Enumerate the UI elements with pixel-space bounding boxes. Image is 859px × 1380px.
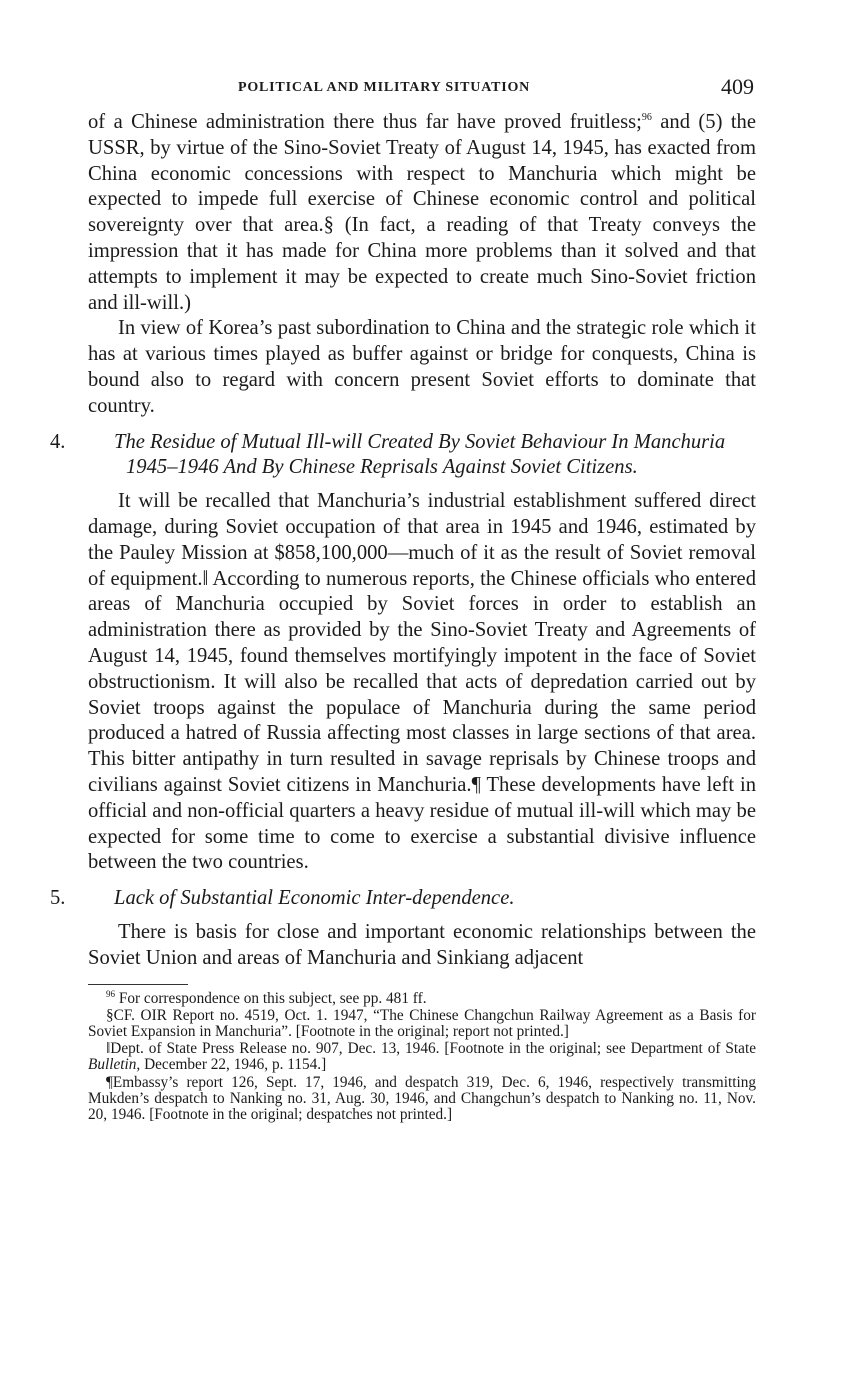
- footnote-text: ‖Dept. of State Press Release no. 907, Dec. 13, 1946. [Footnote in the original; see Department of State: [106, 1040, 756, 1058]
- footnote-section: §CF. OIR Report no. 4519, Oct. 1. 1947, “The Chinese Changchun Railway Agreement as a Basis for Soviet Expansion in Manchuria”. [Footnote in the original; report not printed.]: [88, 1006, 756, 1040]
- footnote-text: For correspondence on this subject, see pp. 481 ff.: [118, 989, 427, 1007]
- body-text: [50, 110, 756, 972]
- section-heading-5: [50, 886, 756, 912]
- footnote-italic: Bulletin,: [88, 1056, 141, 1074]
- page-header: [88, 70, 756, 110]
- section-title: Lack of Substantial Economic Inter-dependence.: [114, 887, 515, 910]
- paragraph-section-4: It will be recalled that Manchuria’s industrial establishment suffered direct damage, during Soviet occupation of that area in 1945 and 1946, estimated by the Pauley Mission at $858,100,000—much of it as the result of Soviet removal of equipment.‖ According to numerous reports, the Chinese officials who entered areas of Manchuria occupied by Soviet forces in order to establish an administration there as provided by the Sino-Soviet Treaty and Agreements of August 14, 1945, found themselves mortifyingly impotent in the face of Soviet obstructionism. It will also be recalled that acts of depredation carried out by Soviet troops against the populace of Manchuria during the same period produced a hatred of Russia affecting most classes in large sections of that area. This bitter antipathy in turn resulted in savage reprisals by Chinese troops and civilians against Soviet citizens in Manchuria.¶ These developments have left in official and non-official quarters a heavy residue of mutual ill-will which may be expected for some time to come to exercise a substantial divisive influence between the two countries.: [88, 490, 756, 874]
- paragraph-korea: In view of Korea’s past subordination to China and the strategic role which it has at various times played as buffer against or bridge for conquests, China is bound also to regard with concern present Soviet efforts to dominate that country.: [88, 317, 756, 417]
- footnote-divider: [88, 984, 188, 985]
- paragraph-section-5: There is basis for close and important economic relationships between the Soviet Union and areas of Manchuria and Sinkiang adjacent: [88, 920, 756, 969]
- section-heading-4: [50, 430, 756, 482]
- footnote-ref: 96: [641, 112, 652, 124]
- paragraph-text: of a Chinese administration there thus far have proved fruitless;: [88, 111, 642, 133]
- section-title: The Residue of Mutual Ill-will Created By Soviet Behaviour In Manchuria 1945–1946 And By Chinese Reprisals Against Soviet Citizens.: [114, 430, 726, 479]
- running-head: POLITICAL AND MILITARY SITUATION: [238, 80, 531, 95]
- footnote-96: [88, 988, 756, 1007]
- footnote-text: December 22, 1946, p. 1154.]: [140, 1056, 327, 1074]
- paragraph-continued: [88, 110, 756, 316]
- footnote-mark: 96: [106, 988, 115, 999]
- paragraph-text: and (5) the USSR, by virtue of the Sino-Soviet Treaty of August 14, 1945, has exacted from China economic concessions with respect to Manchuria which might be expected to impede full exercise of Chinese economic control and political sovereignty over that area.§ (In fact, a reading of that Treaty conveys the impression that it has made for China more problems than it solved and that attempts to implement it may be expected to create much Sino-Soviet friction and ill-will.): [88, 111, 756, 314]
- footnote-pilcrow: ¶Embassy’s report 126, Sept. 17, 1946, and despatch 319, Dec. 6, 1946, respectively transmitting Mukden’s despatch to Nanking no. 31, Aug. 30, 1946, and Changchun’s despatch to Nanking no. 11, Nov. 20, 1946. [Footnote in the original; despatches not printed.]: [88, 1073, 756, 1123]
- section-number: 4.: [50, 430, 66, 453]
- document-page: [50, 70, 756, 1124]
- footnotes: [88, 988, 756, 1124]
- footnote-parallel: [88, 1041, 756, 1073]
- page-number: 409: [721, 74, 754, 99]
- section-number: 5.: [50, 887, 66, 910]
